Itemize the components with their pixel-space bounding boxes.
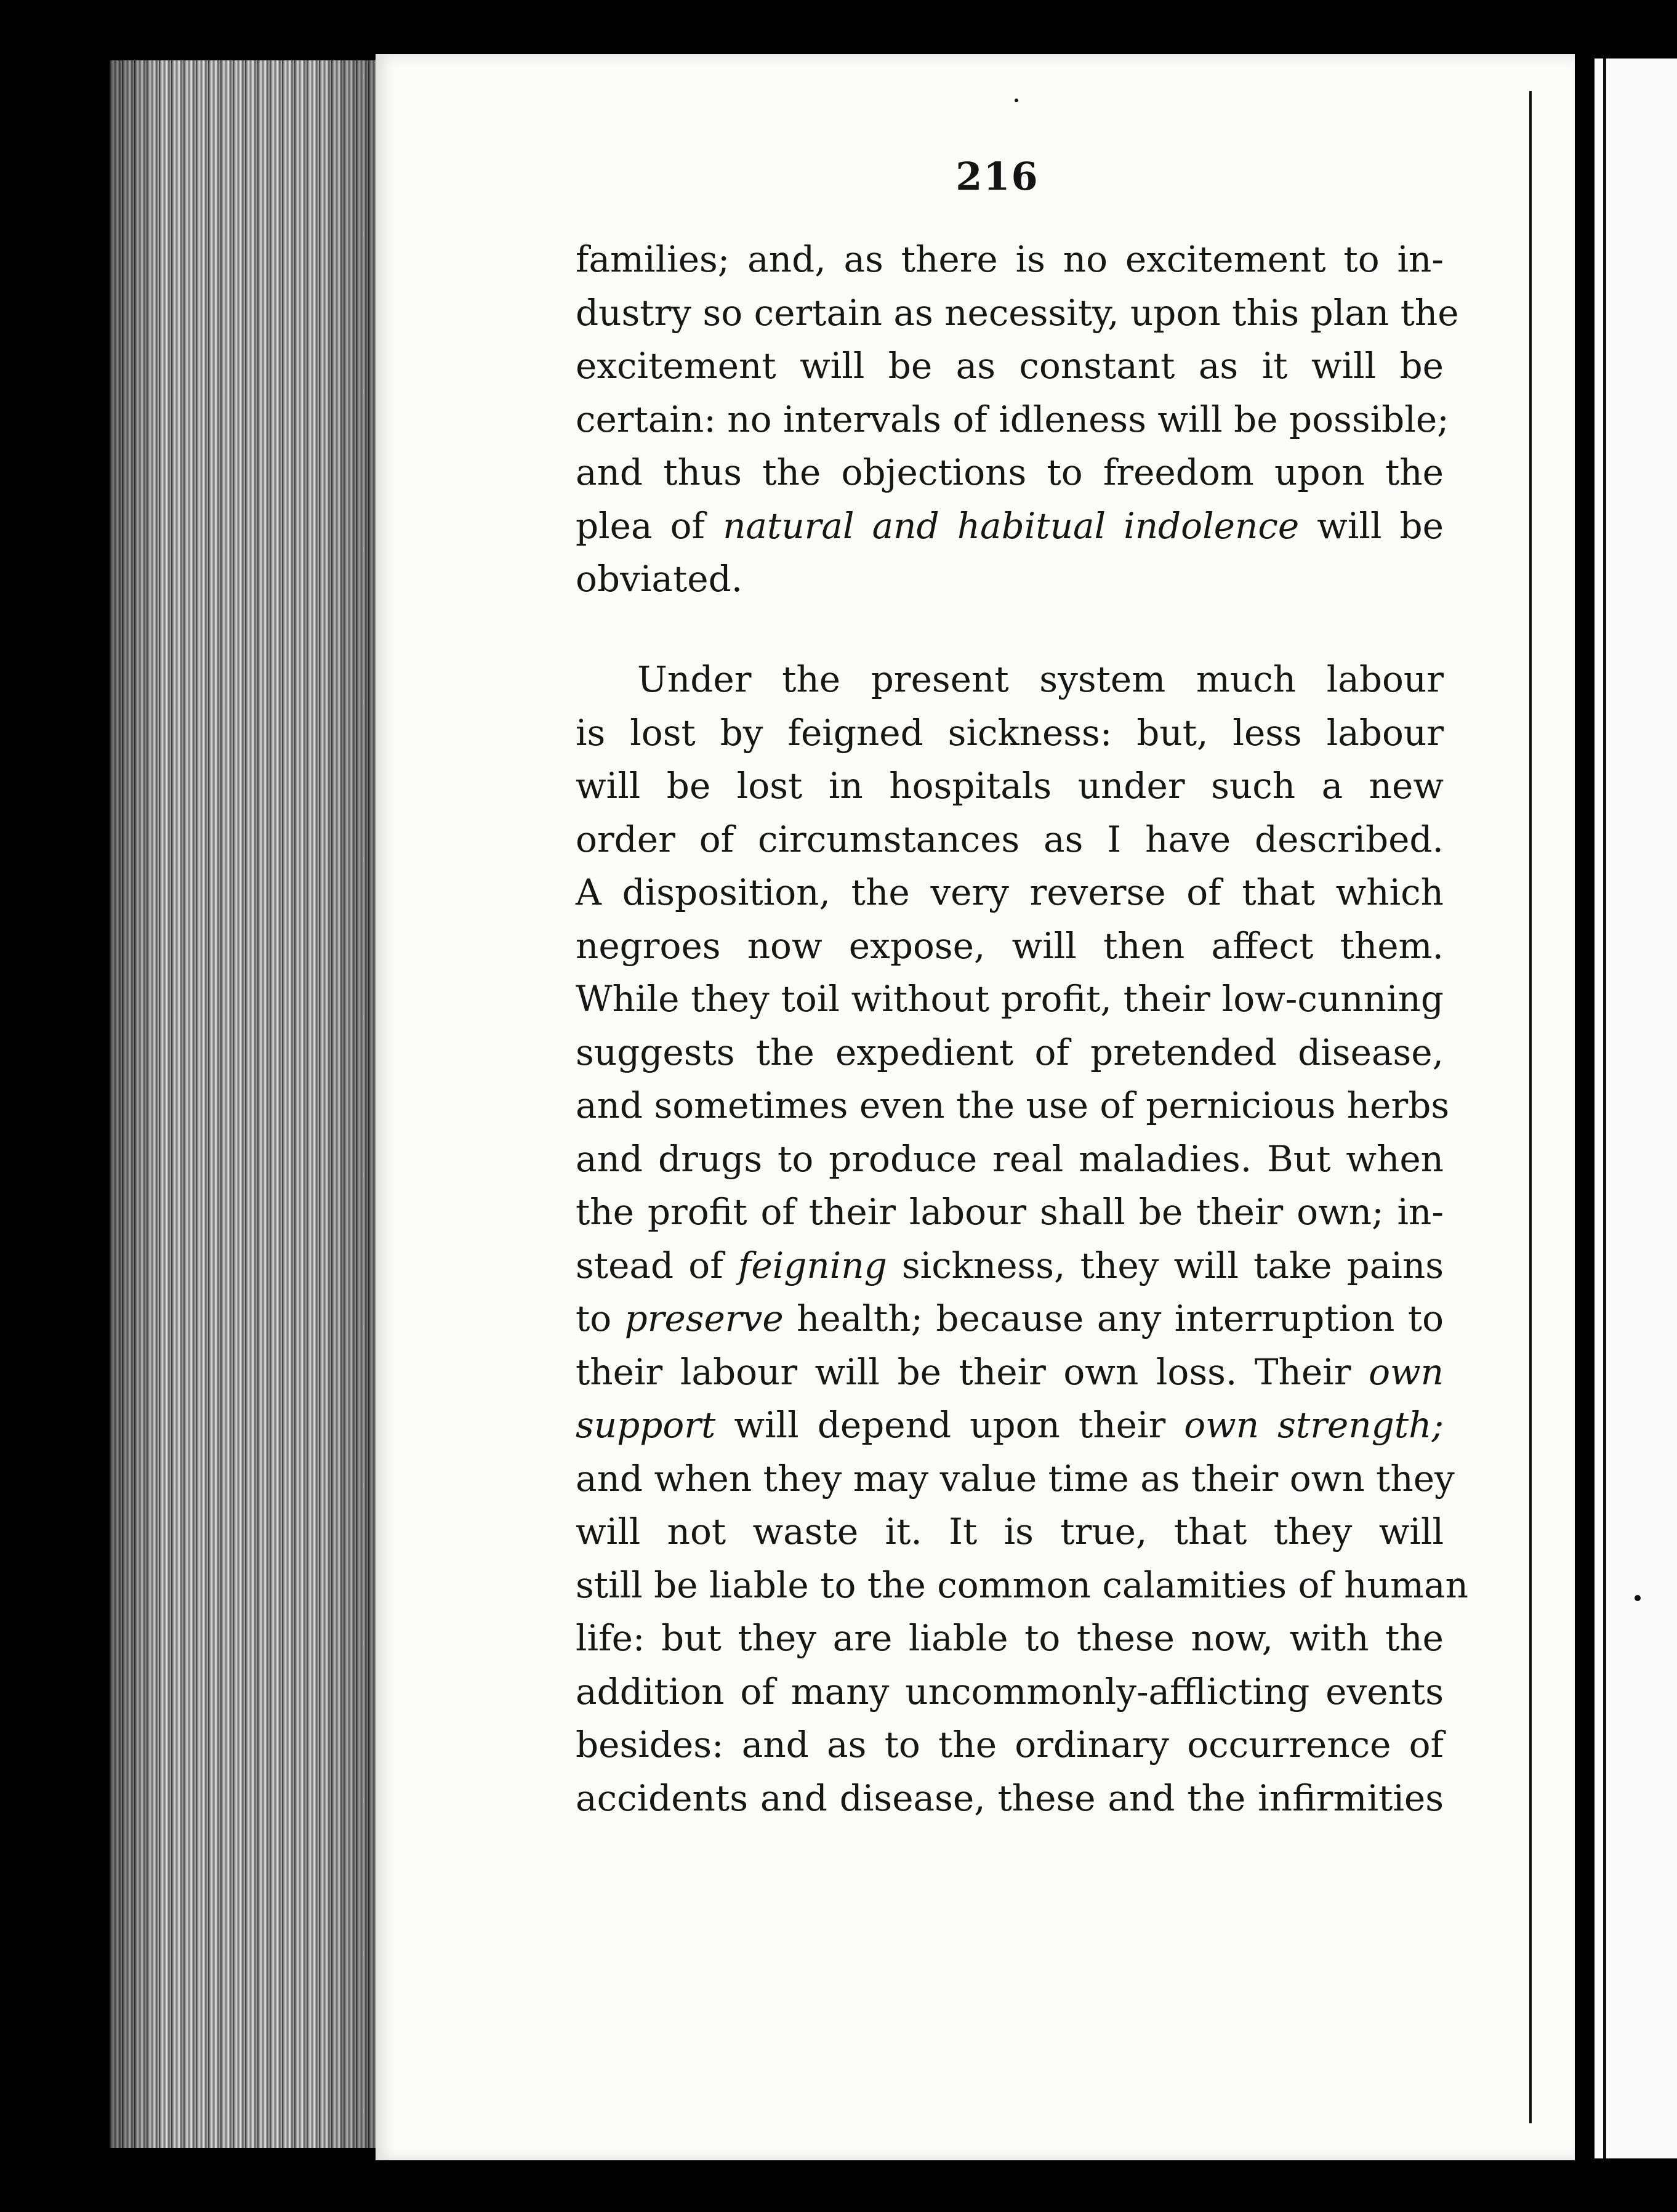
text-line (576, 1026, 1444, 1080)
text-line (576, 1132, 1444, 1186)
text-run: certain: no intervals of idleness will be possible; (576, 398, 1449, 440)
text-line (576, 866, 1444, 919)
ink-speck (1635, 1595, 1641, 1601)
text-line (576, 286, 1459, 340)
text-run: order of circumstances as I have described. (576, 818, 1444, 860)
text-run: life: but they are liable to these now, with the (576, 1617, 1444, 1659)
text-run: families; and, as there is no excitement to in- (576, 238, 1444, 280)
page-edge-shadow (110, 60, 376, 2148)
text-line (576, 1239, 1444, 1293)
text-line (576, 1505, 1444, 1559)
text-line (576, 706, 1444, 760)
text-run: While they toil without profit, their low-cunning (576, 978, 1444, 1020)
text-run: sickness, they will take pains (887, 1244, 1444, 1286)
text-line (576, 1185, 1444, 1239)
text-line (576, 1559, 1468, 1612)
text-run: will depend upon their (715, 1404, 1184, 1446)
text-run: Under the present system much labour (637, 658, 1444, 700)
text-line (576, 972, 1444, 1026)
text-run: and drugs to produce real maladies. But when (576, 1137, 1444, 1180)
text-run: addition of many uncommonly-afflicting events (576, 1670, 1444, 1713)
text-run: suggests the expedient of pretended disease, (576, 1031, 1444, 1073)
italic-text: natural and habitual indolence (723, 504, 1300, 547)
text-run: and sometimes even the use of pernicious herbs (576, 1084, 1450, 1126)
text-run: will be (1299, 504, 1444, 547)
text-run: the profit of their labour shall be their own; in- (576, 1191, 1444, 1233)
text-run: to (576, 1298, 625, 1339)
text-line (576, 1399, 1444, 1452)
text-line (576, 1292, 1444, 1346)
text-line (576, 233, 1444, 286)
italic-text: feigning (738, 1244, 887, 1286)
text-line (576, 499, 1444, 553)
facing-page-sliver (1595, 59, 1677, 2158)
text-line (576, 1079, 1450, 1132)
text-line (576, 1612, 1444, 1665)
text-run: A disposition, the very reverse of that which (576, 871, 1444, 913)
text-run: is lost by feigned sickness: but, less labour (576, 711, 1444, 754)
text-run: will be lost in hospitals under such a new (576, 765, 1444, 807)
italic-text: own strength; (1184, 1404, 1444, 1446)
text-line (576, 1718, 1444, 1772)
text-line (576, 1772, 1444, 1825)
text-line (576, 813, 1444, 866)
text-run: still be liable to the common calamities of human (576, 1564, 1468, 1606)
text-line (576, 653, 1444, 706)
text-run: and when they may value time as their own they (576, 1457, 1455, 1500)
text-line (576, 552, 1444, 606)
text-line (576, 446, 1444, 499)
text-line (576, 339, 1444, 393)
text-line (576, 1665, 1444, 1719)
italic-text: own (1369, 1350, 1444, 1393)
page-number: 216 (955, 154, 1039, 199)
facing-page-rule (1603, 59, 1606, 2158)
text-line (576, 759, 1444, 813)
text-run: dustry so certain as necessity, upon this plan the (576, 291, 1459, 334)
text-run: will not waste it. It is true, that they will (576, 1511, 1444, 1552)
text-run: excitement will be as constant as it will be (576, 345, 1444, 387)
page-gutter-line (1529, 91, 1532, 2123)
italic-text: support (576, 1404, 716, 1446)
text-run: accidents and disease, these and the infirmities (576, 1777, 1444, 1819)
text-run: and thus the objections to freedom upon the (576, 451, 1444, 493)
text-run: health; because any interruption to (783, 1298, 1444, 1339)
text-line (576, 393, 1449, 446)
text-run: plea of (576, 504, 723, 547)
text-run: their labour will be their own loss. Their (576, 1350, 1369, 1393)
italic-text: preserve (624, 1298, 784, 1339)
text-line (576, 1346, 1444, 1399)
paragraph-2 (576, 653, 1468, 1825)
text-run: stead of (576, 1244, 738, 1286)
paragraph-1 (576, 233, 1459, 606)
text-run: negroes now expose, will then affect them. (576, 924, 1444, 967)
text-line (576, 919, 1444, 973)
text-run: besides: and as to the ordinary occurrence of (576, 1724, 1444, 1766)
text-line (576, 1452, 1455, 1506)
text-run: obviated. (576, 558, 743, 600)
ink-speck (1015, 99, 1018, 102)
